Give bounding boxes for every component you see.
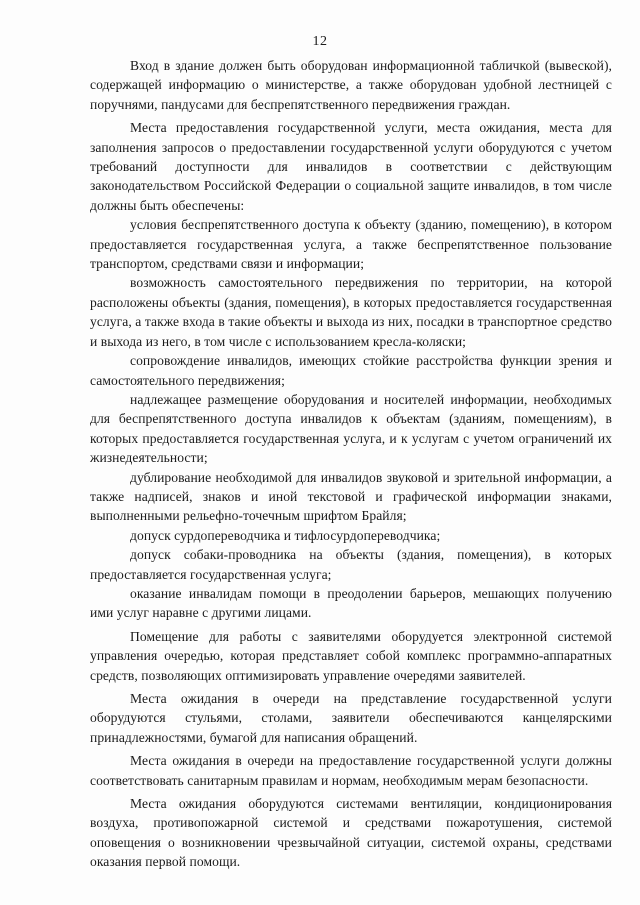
list-item-escort: сопровождение инвалидов, имеющих стойкие расстройства функции зрения и самостоятельного передвижения;	[90, 353, 612, 388]
list-item-equipment-placement: надлежащее размещение оборудования и носителей информации, необходимых для беспрепятственного доступа инвалидов к объектам (зданиям, помещениям), в которых предоставляется государственная услуга, и к услугам с учетом ограничений их жизнедеятельности;	[90, 391, 612, 466]
document-body	[90, 56, 612, 872]
list-item-access-conditions: условия беспрепятственного доступа к объекту (зданию, помещению), в котором предоставляется государственная услуга, а также беспрепятственное пользование транспортом, средствами связи и информации;	[90, 217, 612, 272]
paragraph-entrance: Вход в здание должен быть оборудован информационной табличкой (вывеской), содержащей информацию о министерстве, а также оборудован удобной лестницей с поручнями, пандусами для беспрепятственного передвижения граждан.	[90, 58, 612, 112]
list-item-barrier-assistance: оказание инвалидам помощи в преодолении барьеров, мешающих получению ими услуг наравне с другими лицами.	[90, 585, 612, 621]
paragraph-queue-system: Помещение для работы с заявителями оборудуется электронной системой управления очередью, которая представляет собой комплекс программно-аппаратных средств, позволяющих оптимизировать управление очередями заявителей.	[90, 628, 612, 683]
paragraph-safety-systems: Места ожидания оборудуются системами вентиляции, кондиционирования воздуха, противопожарной системой и средствами пожаротушения, системой оповещения о возникновении чрезвычайной ситуации, системой охраны, средствами оказания первой помощи.	[90, 796, 612, 870]
paragraph-service-places: Места предоставления государственной услуги, места ожидания, места для заполнения запросов о предоставлении государственной услуги оборудуются с учетом требований доступности для инвалидов в соответствии с действующим законодательством Российской Федерации о социальной защите инвалидов, в том числе должны быть обеспечены:	[90, 120, 612, 213]
page-number: 12	[312, 34, 328, 49]
paragraph-sanitary-rules: Места ожидания в очереди на предоставление государственной услуги должны соответствовать санитарным правилам и нормам, необходимым мерам безопасности.	[90, 753, 612, 788]
list-item-independent-movement: возможность самостоятельного передвижения по территории, на которой расположены объекты (здания, помещения), в которых предоставляется государственная услуга, а также входа в такие объекты и выхода из них, посадки в транспортное средство и выхода из него, в том числе с использованием кресла-коляски;	[90, 275, 612, 349]
list-item-interpreter-admission: допуск сурдопереводчика и тифлосурдопереводчика;	[130, 527, 441, 543]
list-item-guide-dog-admission: допуск собаки-проводника на объекты (здания, помещения), в которых предоставляется государственная услуга;	[90, 547, 612, 582]
paragraph-waiting-furniture: Места ожидания в очереди на представление государственной услуги оборудуются стульями, столами, заявители обеспечиваются канцелярскими принадлежностями, бумагой для написания обращений.	[90, 691, 612, 745]
list-item-information-duplication: дублирование необходимой для инвалидов звуковой и зрительной информации, а также надписей, знаков и иной текстовой и графической информации знаками, выполненными рельефно-точечным шрифтом Брайля;	[90, 469, 612, 524]
